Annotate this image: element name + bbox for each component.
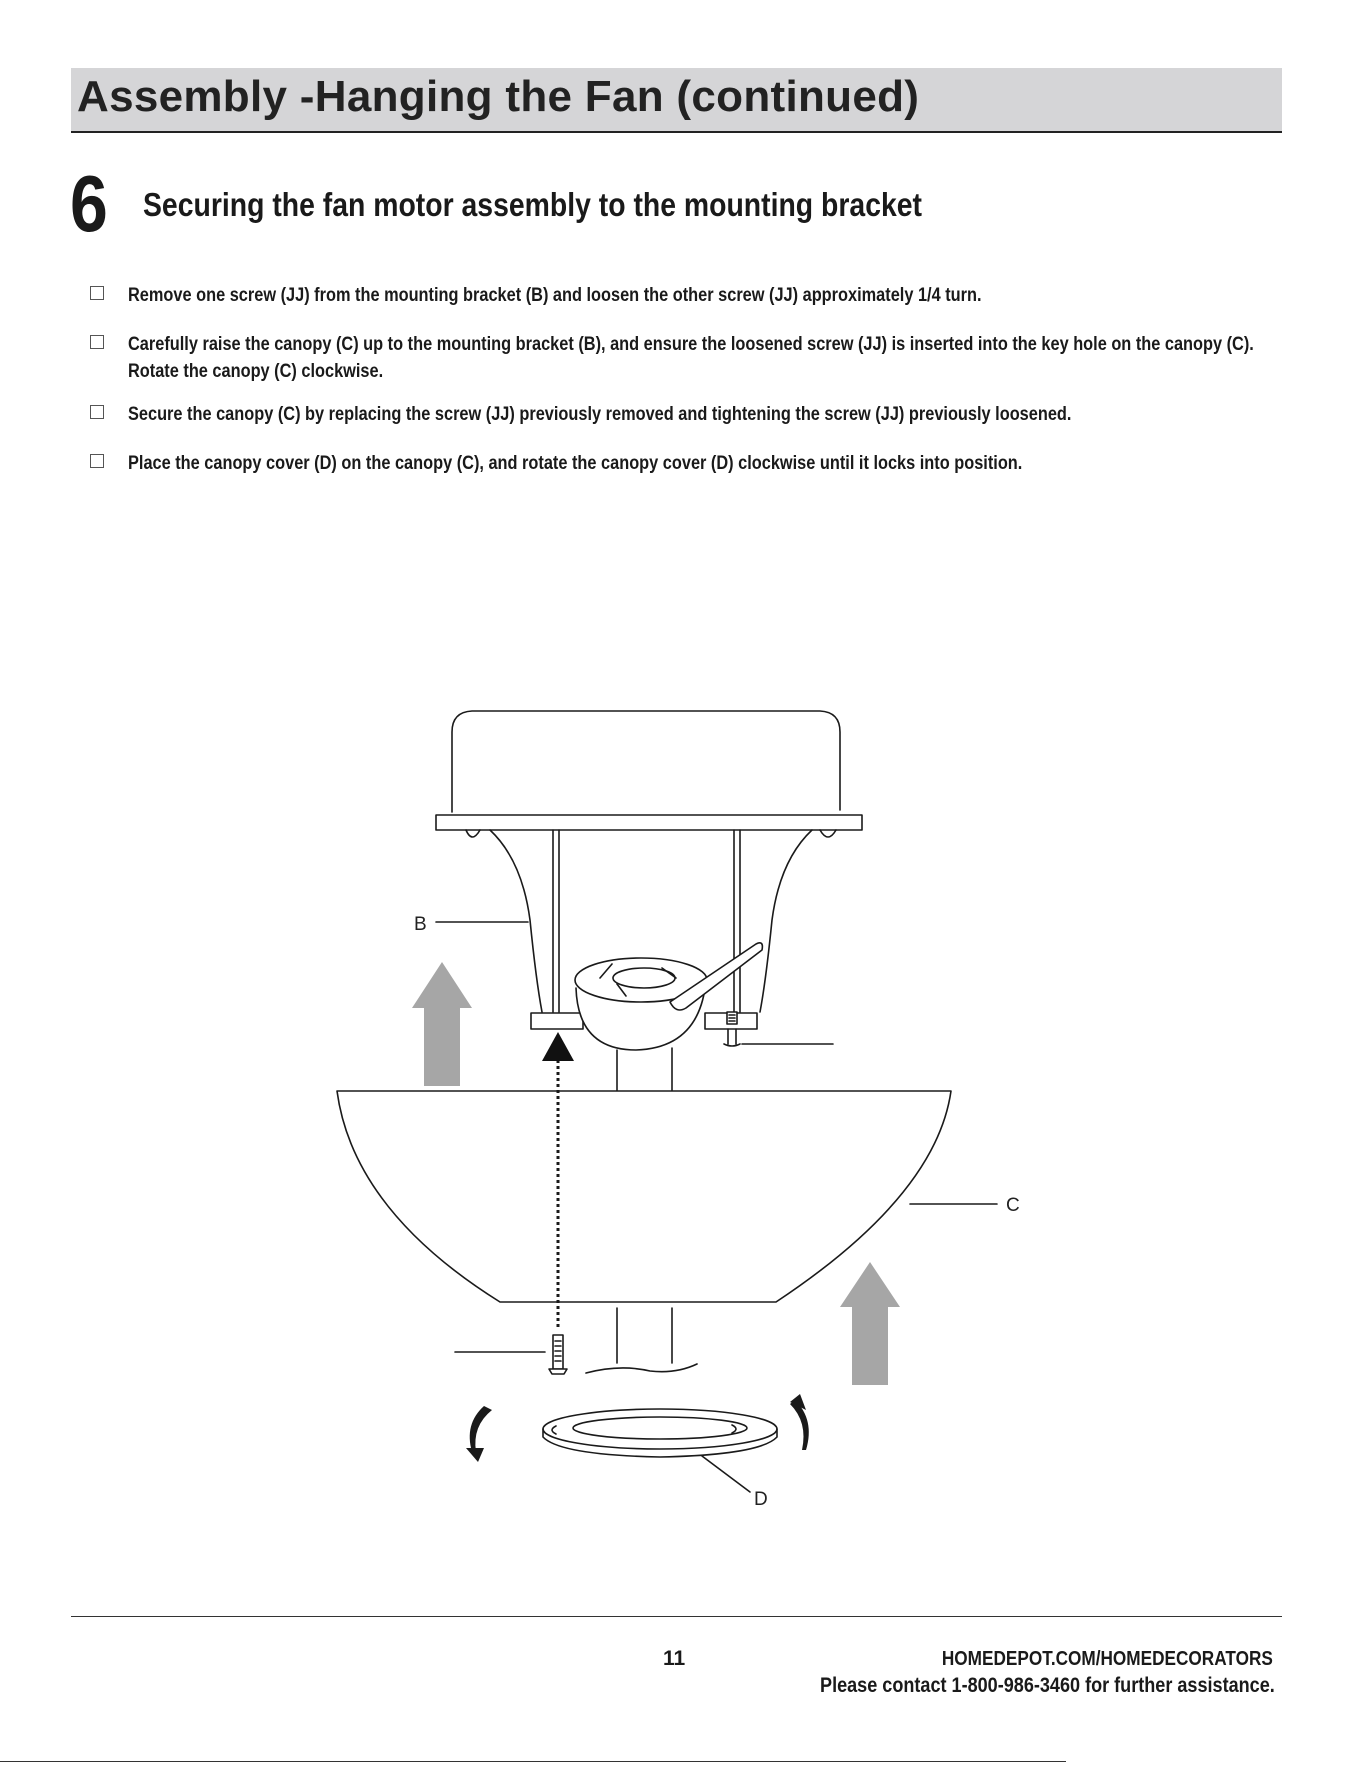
page-number: 11 [663, 1647, 686, 1670]
footer-contact: Please contact 1-800-986-3460 for further assistance. [820, 1674, 1275, 1697]
instruction-text: Remove one screw (JJ) from the mounting bracket (B) and loosen the other screw (JJ) approximately 1/4 turn. [128, 285, 982, 306]
rotate-clockwise-icon [466, 1394, 809, 1462]
page-title: Assembly -Hanging the Fan (continued) [77, 72, 920, 121]
lift-arrow-icon [412, 962, 472, 1086]
instruction-text: Place the canopy cover (D) on the canopy (C), and rotate the canopy cover (D) clockwise until it locks into position. [128, 453, 1023, 474]
checkbox-icon[interactable] [90, 335, 104, 349]
step-number: 6 [70, 159, 108, 248]
up-arrow-icon [542, 1032, 574, 1061]
instruction-text: Secure the canopy (C) by replacing the screw (JJ) previously removed and tightening the screw (JJ) previously loosened. [128, 404, 1072, 425]
step-heading: Securing the fan motor assembly to the mounting bracket [143, 186, 922, 223]
mounting-plate [436, 815, 862, 830]
instruction-item [88, 282, 1355, 309]
footer-divider [71, 1616, 1282, 1617]
instruction-item [88, 331, 1355, 385]
canopy [337, 1091, 951, 1302]
hanger-ball [576, 980, 706, 1050]
label-bracket: B [414, 914, 427, 935]
footer-url[interactable]: HOMEDEPOT.COM/HOMEDECORATORS [942, 1648, 1273, 1670]
canopy-cover [543, 1409, 777, 1457]
instruction-item [88, 401, 1355, 428]
label-canopy: C [1006, 1195, 1020, 1216]
checkbox-icon[interactable] [90, 405, 104, 419]
checkbox-icon[interactable] [90, 454, 104, 468]
section-header [71, 68, 1282, 133]
instruction-text: Carefully raise the canopy (C) up to the mounting bracket (B), and ensure the loosened screw (JJ) is inserted into the key hole on the canopy (C). Rotate the canopy (C) clockwise. [128, 334, 1254, 382]
instruction-item [88, 450, 1355, 477]
ceiling-box [452, 711, 840, 812]
lift-arrow-icon [840, 1262, 900, 1385]
mounting-bracket [490, 830, 542, 1012]
loose-screw [553, 1335, 563, 1369]
label-cover: D [754, 1489, 768, 1510]
checkbox-icon[interactable] [90, 286, 104, 300]
bottom-divider [0, 1761, 1066, 1762]
